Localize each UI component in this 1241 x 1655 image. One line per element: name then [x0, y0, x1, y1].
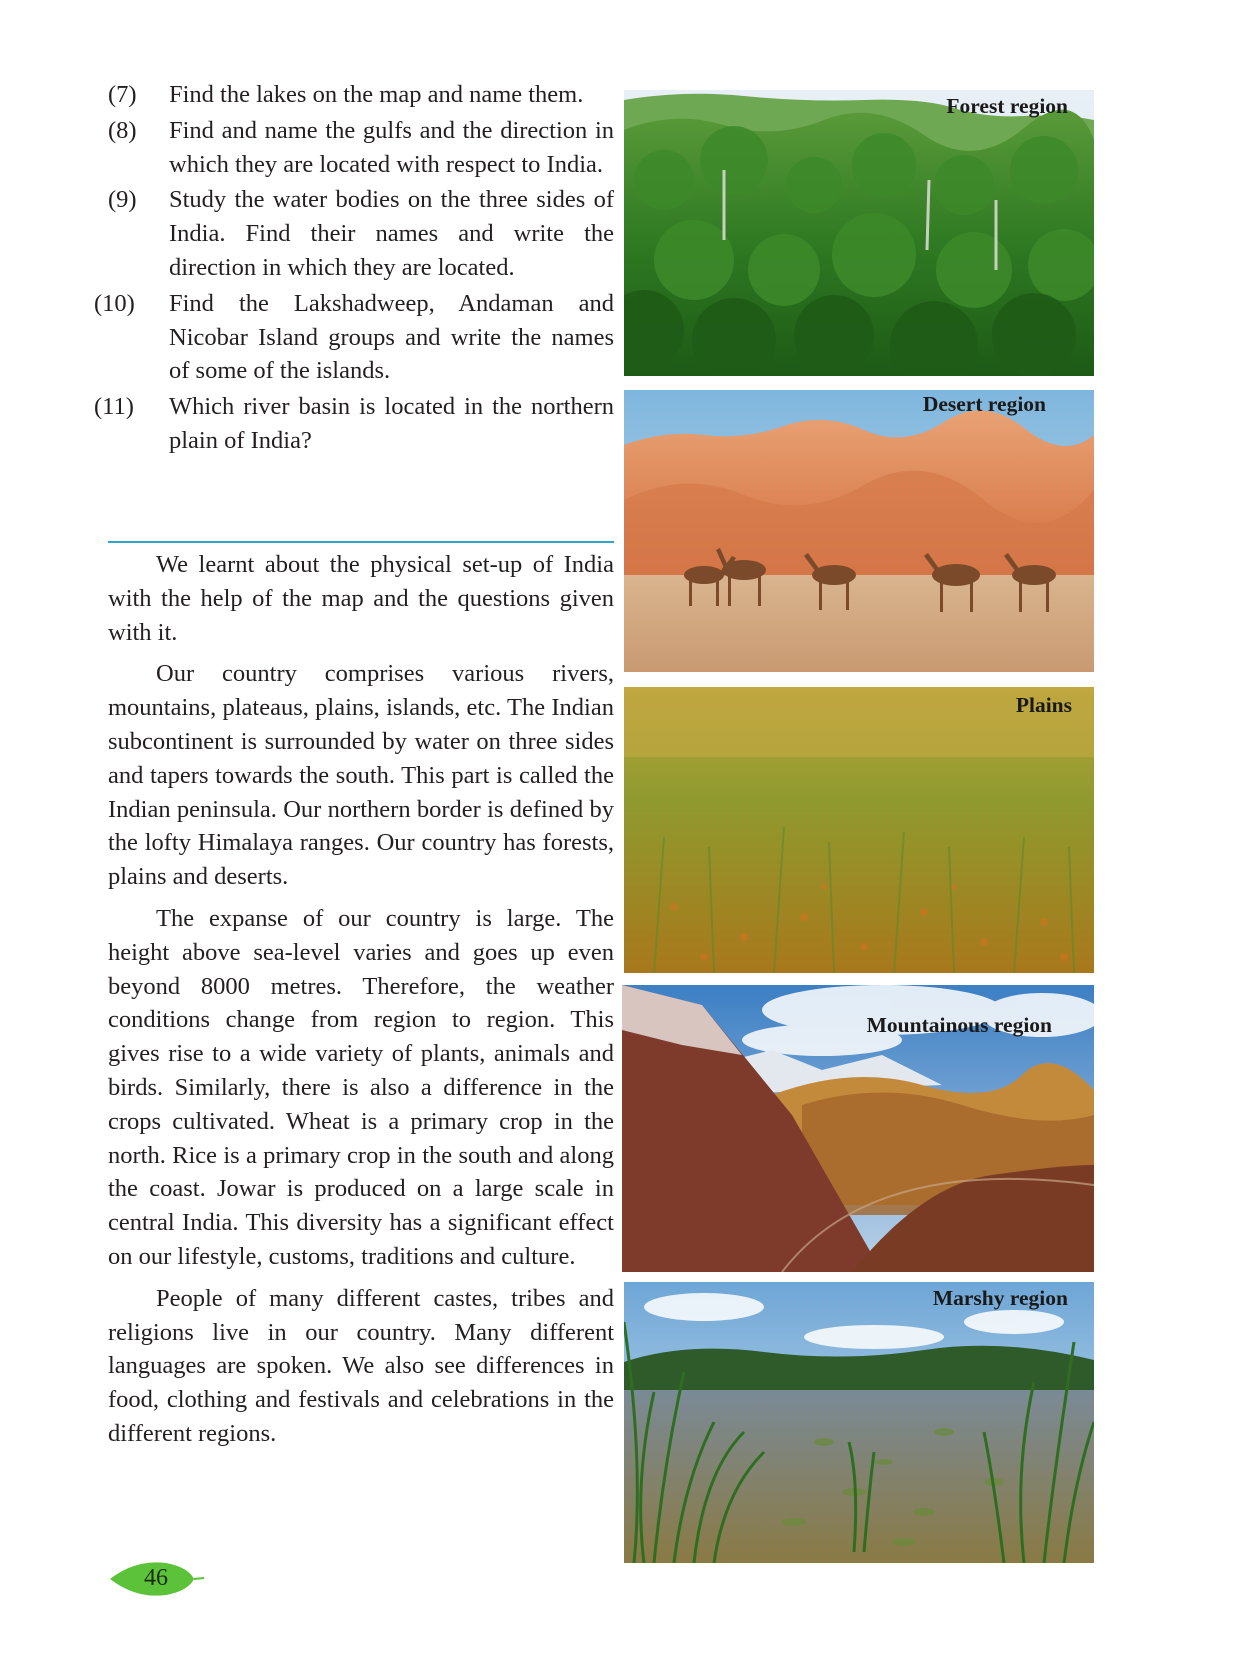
question-9 [108, 183, 614, 284]
forest-region-photo [624, 90, 1094, 376]
photo-caption: Forest region [946, 94, 1068, 118]
question-number: (10) [94, 289, 135, 317]
question-list [94, 78, 614, 458]
desert-region-photo [624, 390, 1094, 672]
mountainous-region-photo [622, 985, 1094, 1272]
section-divider [108, 541, 614, 543]
paragraph: People of many different castes, tribes and religions live in our country. Many different languages are spoken. We also see differences in food, clothing and festivals and celebrations in the different regions. [108, 1284, 614, 1447]
page-number-badge [108, 1559, 204, 1599]
paragraph: We learnt about the physical set-up of India with the help of the map and the questions given with it. [108, 551, 614, 646]
photo-caption: Marshy region [932, 1286, 1068, 1310]
photo-caption: Desert region [922, 392, 1046, 416]
plains-photo [624, 687, 1094, 973]
question-11 [94, 390, 614, 458]
question-8 [108, 114, 614, 182]
question-text: Find and name the gulfs and the direction in which they are located with respect to India. [169, 116, 614, 178]
question-text: Study the water bodies on the three sides of India. Find their names and write the direction in which they are located. [169, 186, 614, 281]
photo-caption: Plains [1015, 693, 1072, 717]
question-text: Find the Lakshadweep, Andaman and Nicobar Island groups and write the names of some of the islands. [169, 289, 614, 385]
question-number: (11) [94, 393, 134, 421]
question-number: (9) [108, 186, 137, 214]
page-number: 46 [144, 1565, 168, 1591]
question-number: (8) [108, 116, 137, 144]
marshy-region-photo [624, 1282, 1094, 1563]
question-10 [94, 287, 614, 388]
question-text: Find the lakes on the map and name them. [169, 81, 584, 108]
photo-caption: Mountainous region [866, 1013, 1052, 1037]
question-text: Which river basin is located in the northern plain of India? [169, 393, 614, 454]
paragraph: The expanse of our country is large. The height above sea-level varies and goes up even beyond 8000 metres. Therefore, the weather conditions change from region to region. This gives rise to a wide variety of plants, animals and birds. Similarly, there is also a difference in the crops cultivated. Wheat is a primary crop in the north. Rice is a primary crop in the south and along the coast. Jowar is produced on a large scale in central India. This diversity has a significant effect on our lifestyle, customs, traditions and culture. [108, 904, 614, 1270]
question-7 [108, 78, 614, 112]
paragraph: Our country comprises various rivers, mountains, plateaus, plains, islands, etc. The Indian subcontinent is surrounded by water on three sides and tapers towards the south. This part is called the Indian peninsula. Our northern border is defined by the lofty Himalaya ranges. Our country has forests, plains and deserts. [108, 660, 614, 891]
question-number: (7) [108, 81, 137, 108]
body-text [108, 548, 614, 1451]
